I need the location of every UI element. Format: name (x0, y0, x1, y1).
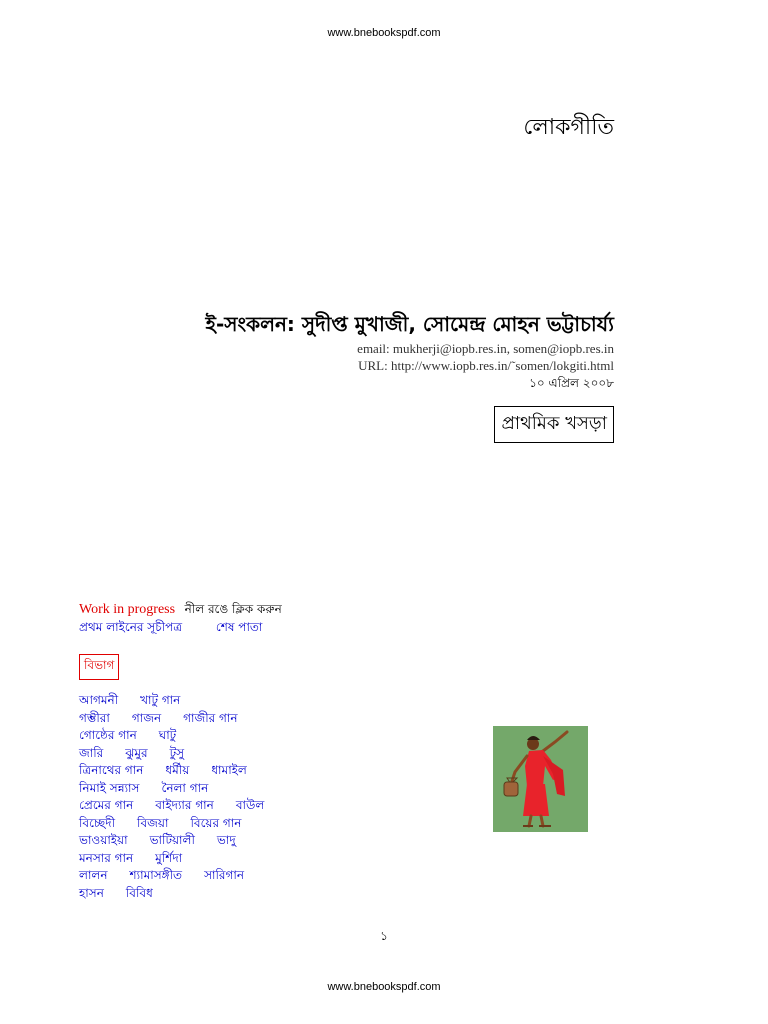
category-link[interactable]: মনসার গান (79, 850, 134, 865)
category-row (79, 850, 286, 868)
category-link[interactable]: বিয়ের গান (190, 815, 242, 830)
document-title: লোকগীতি (523, 115, 614, 140)
email-line: email: mukherji@iopb.res.in, somen@iopb.res.in (357, 341, 614, 356)
category-link[interactable]: ভাদু (216, 833, 236, 847)
first-line-index-link[interactable]: প্রথম লাইনের সূচীপত্র (79, 620, 183, 634)
site-url-footer[interactable]: www.bnebookspdf.com (327, 981, 441, 993)
category-link[interactable]: হাসন (79, 885, 104, 900)
category-link[interactable]: গাজন (131, 710, 162, 725)
category-link[interactable]: ধামাইল (211, 763, 247, 777)
category-link[interactable]: প্রেমের গান (79, 798, 134, 812)
category-row (79, 692, 286, 710)
folk-singer-illustration (493, 726, 588, 832)
category-list (79, 692, 286, 902)
page-number: ১ (380, 929, 388, 943)
category-link[interactable]: খাটু গান (140, 693, 181, 707)
date-line: ১০ এপ্রিল ২০০৮ (529, 376, 614, 390)
category-link[interactable]: ঘাটু (158, 728, 177, 742)
wip-label: Work in progress (79, 602, 176, 617)
category-link[interactable]: নৈলা গান (161, 780, 209, 795)
category-row (79, 710, 286, 728)
category-link[interactable]: বাইদ্যার গান (155, 798, 214, 812)
category-link[interactable]: গাজীর গান (183, 710, 238, 725)
category-link[interactable]: ঝুমুর (125, 745, 148, 760)
url-line: URL: http://www.iopb.res.in/˜somen/lokgiti.html (358, 358, 614, 373)
category-row (79, 797, 286, 815)
category-link[interactable]: লালন (79, 868, 108, 882)
category-link[interactable]: নিমাই সন্ন্যাস (79, 780, 140, 795)
category-link[interactable]: বিজয়া (137, 815, 169, 830)
nav-links (79, 619, 262, 639)
work-in-progress (79, 601, 282, 621)
category-row (79, 727, 286, 745)
wip-note: নীল রঙে ক্লিক করুন (184, 602, 282, 616)
category-link[interactable]: ভাওয়াইয়া (79, 833, 128, 847)
category-row (79, 780, 286, 798)
category-link[interactable]: শ্যামাসঙ্গীত (129, 868, 183, 882)
category-link[interactable]: ত্রিনাথের গান (79, 763, 144, 777)
category-link[interactable]: ধর্মীয় (165, 763, 190, 777)
category-link[interactable]: মুর্শিদা (155, 850, 183, 865)
category-link[interactable]: ভাটিয়ালী (149, 833, 195, 847)
category-link[interactable]: জারি (79, 745, 104, 760)
folk-singer-icon (493, 726, 588, 832)
category-link[interactable]: বিবিধ (125, 885, 153, 900)
category-row (79, 762, 286, 780)
draft-badge: প্রাথমিক খসড়া (494, 406, 614, 443)
authors-line: ই-সংকলন: সুদীপ্ত মুখাজী, সোমেন্দ্র মোহন ভট্টাচার্য্য (205, 312, 614, 336)
category-link[interactable]: গম্ভীরা (79, 710, 110, 725)
category-link[interactable]: আগমনী (79, 693, 119, 707)
category-row (79, 885, 286, 903)
site-url-header[interactable]: www.bnebookspdf.com (327, 27, 441, 39)
category-link[interactable]: গোষ্ঠের গান (79, 728, 137, 742)
category-row (79, 745, 286, 763)
category-row (79, 815, 286, 833)
category-link[interactable]: বাউল (235, 798, 265, 812)
last-page-link[interactable]: শেষ পাতা (215, 620, 263, 634)
category-row (79, 867, 286, 885)
category-row (79, 832, 286, 850)
category-link[interactable]: টুসু (169, 745, 185, 760)
section-heading[interactable]: বিভাগ (79, 654, 119, 680)
category-link[interactable]: সারিগান (204, 868, 245, 882)
category-link[interactable]: বিচ্ছেদী (79, 815, 116, 830)
